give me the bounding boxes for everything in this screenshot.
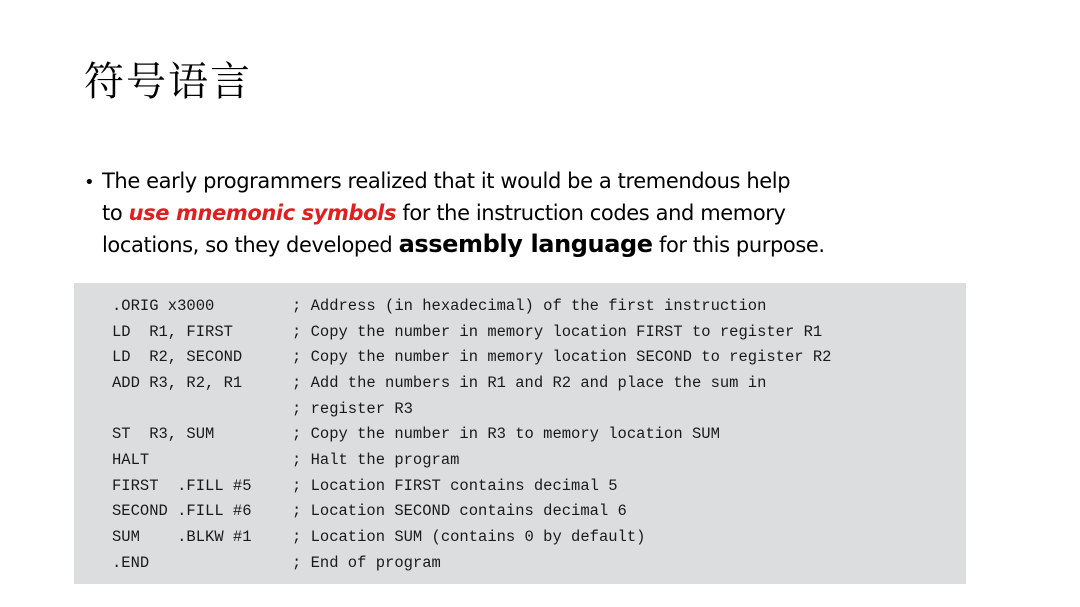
code-line [112,319,966,345]
code-instruction: LD R1, FIRST [112,322,233,341]
code-instruction: HALT [112,450,150,469]
code-line [112,524,966,550]
bullet-text-line-3-suffix: for this purpose. [652,233,825,257]
code-instruction: ST R3, SUM [112,425,215,444]
code-comment: ; Location FIRST contains decimal 5 [292,476,618,495]
bullet-text-line-1: The early programmers realized that it would be a tremendous help [102,169,791,193]
code-comment: ; Address (in hexadecimal) of the first instruction [292,296,767,315]
code-instruction: SUM .BLKW #1 [112,528,252,547]
assembly-language-highlight: assembly language [398,230,653,258]
code-comment: ; Halt the program [292,450,460,469]
bullet-line-1 [84,166,984,198]
code-line [112,499,966,525]
bullet-dot-icon: • [84,172,95,193]
code-instruction: SECOND .FILL #6 [112,502,252,521]
code-comment: ; register R3 [292,399,413,418]
code-line [112,473,966,499]
code-line [112,421,966,447]
code-line [112,550,966,576]
code-comment: ; Copy the number in R3 to memory location SUM [292,425,720,444]
code-line [112,344,966,370]
code-comment: ; End of program [292,553,441,572]
code-comment: ; Location SUM (contains 0 by default) [292,528,646,547]
code-instruction: FIRST .FILL #5 [112,476,252,495]
code-line [112,370,966,396]
code-line [112,396,966,422]
assembly-code-listing [74,283,966,584]
code-comment: ; Location SECOND contains decimal 6 [292,502,627,521]
code-comment: ; Copy the number in memory location SECOND to register R2 [292,348,832,367]
code-instruction: .ORIG x3000 [112,296,215,315]
code-comment: ; Copy the number in memory location FIRST to register R1 [292,322,823,341]
code-instruction: ADD R3, R2, R1 [112,373,243,392]
bullet-text-line-3-prefix: locations, so they developed [102,233,399,257]
mnemonic-symbols-highlight: use mnemonic symbols [128,201,397,225]
code-instruction: LD R2, SECOND [112,348,243,367]
code-line [112,447,966,473]
bullet-text-line-2-suffix: for the instruction codes and memory [396,201,786,225]
bullet-line-3 [84,229,984,261]
slide-title: 符号语言 [84,59,252,105]
code-comment: ; Add the numbers in R1 and R2 and place the sum in [292,373,767,392]
bullet-text-line-2-prefix: to [102,201,129,225]
code-instruction: .END [112,553,150,572]
bullet-line-2 [84,198,984,229]
bullet-paragraph [84,166,984,261]
code-line [112,293,966,319]
